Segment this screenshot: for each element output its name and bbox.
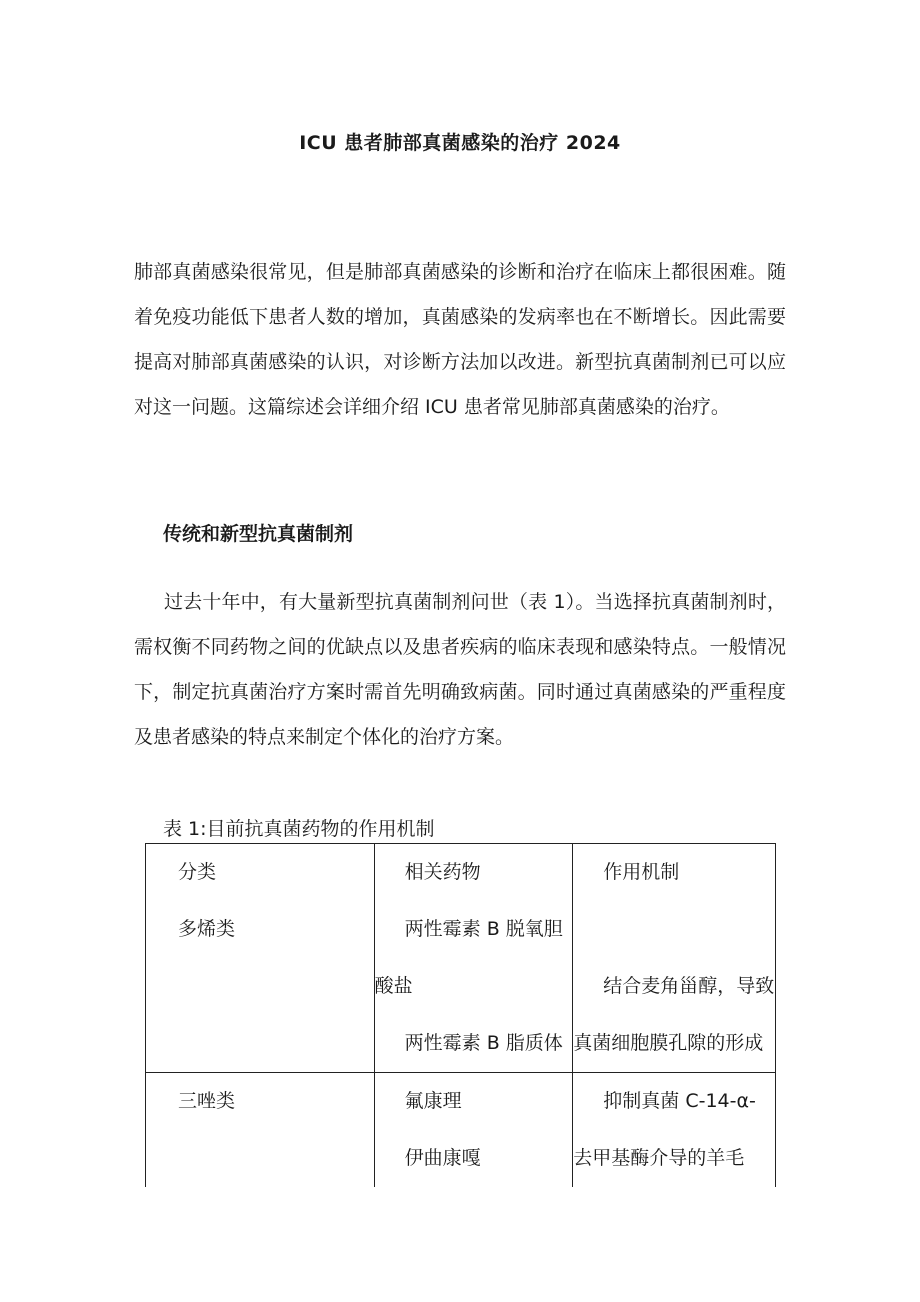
mechanism-polyene-cont: 真菌细胞膜孔隙的形成	[573, 1032, 764, 1054]
section-paragraph: 过去十年中，有大量新型抗真菌制剂问世（表 1）。当选择抗真菌制剂时，需权衡不同药物之间的优缺点以及患者疾病的临床表现和感染特点。一般情况下，制定抗真菌治疗方案时需首先明确致病菌。同时通过真菌感染的严重程度及患者感染的特点来制定个体化的治疗方案。	[134, 591, 786, 748]
drug-amphotericin-deoxycholate-cont: 酸盐	[374, 975, 413, 997]
table-cell	[374, 1073, 573, 1188]
drug-itraconazole: 伊曲康嘎	[404, 1147, 481, 1169]
table-row	[146, 1073, 776, 1188]
table-cell	[146, 844, 375, 1073]
drug-amphotericin-liposomal: 两性霉素 B 脂质体	[404, 1032, 563, 1054]
table-cell	[374, 844, 573, 1073]
mechanism-polyene: 结合麦角甾醇，导致	[603, 975, 775, 997]
category-triazole: 三唑类	[178, 1090, 236, 1112]
table-cell	[573, 1073, 776, 1188]
header-mechanism: 作用机制	[603, 861, 680, 883]
mechanism-triazole: 抑制真菌 C-14-α-	[603, 1090, 756, 1112]
header-category: 分类	[178, 861, 217, 883]
document-title: ICU 患者肺部真菌感染的治疗 2024	[299, 132, 621, 154]
table-row	[146, 844, 776, 1073]
section-heading: 传统和新型抗真菌制剂	[163, 523, 354, 545]
table-caption: 表 1:目前抗真菌药物的作用机制	[163, 818, 435, 840]
intro-paragraph: 肺部真菌感染很常见，但是肺部真菌感染的诊断和治疗在临床上都很困难。随着免疫功能低下患者人数的增加，真菌感染的发病率也在不断增长。因此需要提高对肺部真菌感染的认识，对诊断方法加以改进。新型抗真菌制剂已可以应对这一问题。这篇综述会详细介绍 ICU 患者常见肺部真菌感染的治疗。	[134, 261, 786, 418]
category-polyene: 多烯类	[178, 918, 236, 940]
drug-fluconazole: 氟康理	[404, 1090, 462, 1112]
drug-amphotericin-deoxycholate: 两性霉素 B 脱氧胆	[404, 918, 563, 940]
mechanism-triazole-cont: 去甲基酶介导的羊毛	[573, 1147, 745, 1169]
table-cell	[573, 844, 776, 1073]
mechanism-table	[145, 843, 776, 1187]
table-cell	[146, 1073, 375, 1188]
header-drugs: 相关药物	[404, 861, 481, 883]
